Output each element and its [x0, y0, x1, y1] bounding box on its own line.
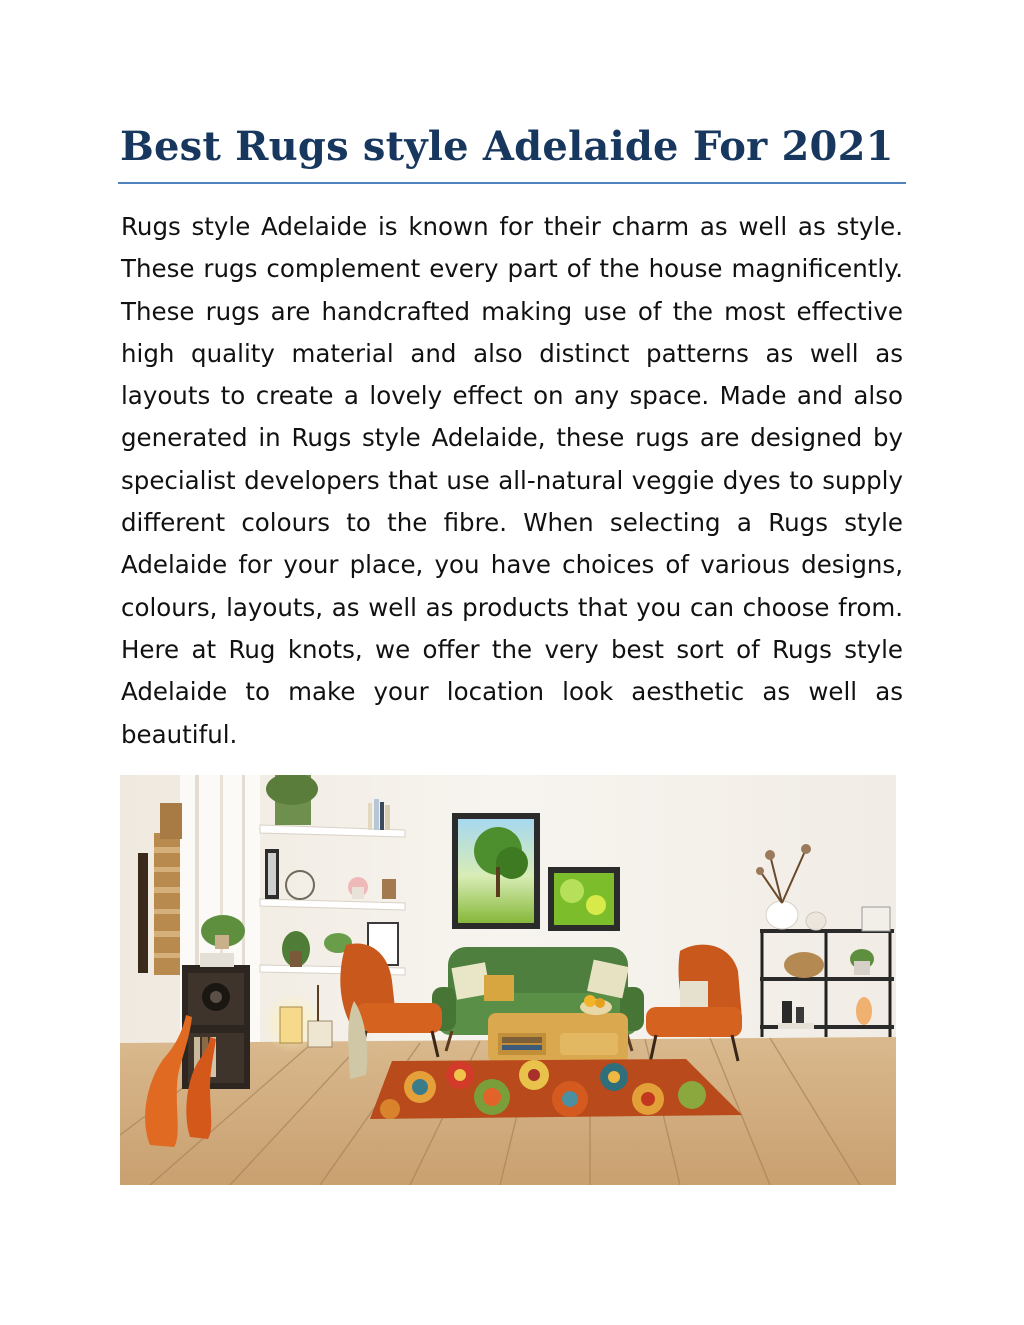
- living-room-photo: [120, 775, 896, 1185]
- title-underline: [118, 182, 906, 184]
- page-title: Best Rugs style Adelaide For 2021: [120, 123, 894, 170]
- body-paragraph: Rugs style Adelaide is known for their charm as well as style. These rugs complement every part of the house magnificently. These rugs are handcrafted making use of the most effective high quality material and also distinct patterns as well as layouts to create a lovely effect on any space. Made and also generated in Rugs style Adelaide, these rugs are designed by specialist developers that use all-natural veggie dyes to supply different colours to the fibre. When selecting a Rugs style Adelaide for your place, you have choices of various designs, colours, layouts, as well as products that you can choose from. Here at Rug knots, we offer the very best sort of Rugs style Adelaide to make your location look aesthetic as well as beautiful.: [121, 212, 903, 749]
